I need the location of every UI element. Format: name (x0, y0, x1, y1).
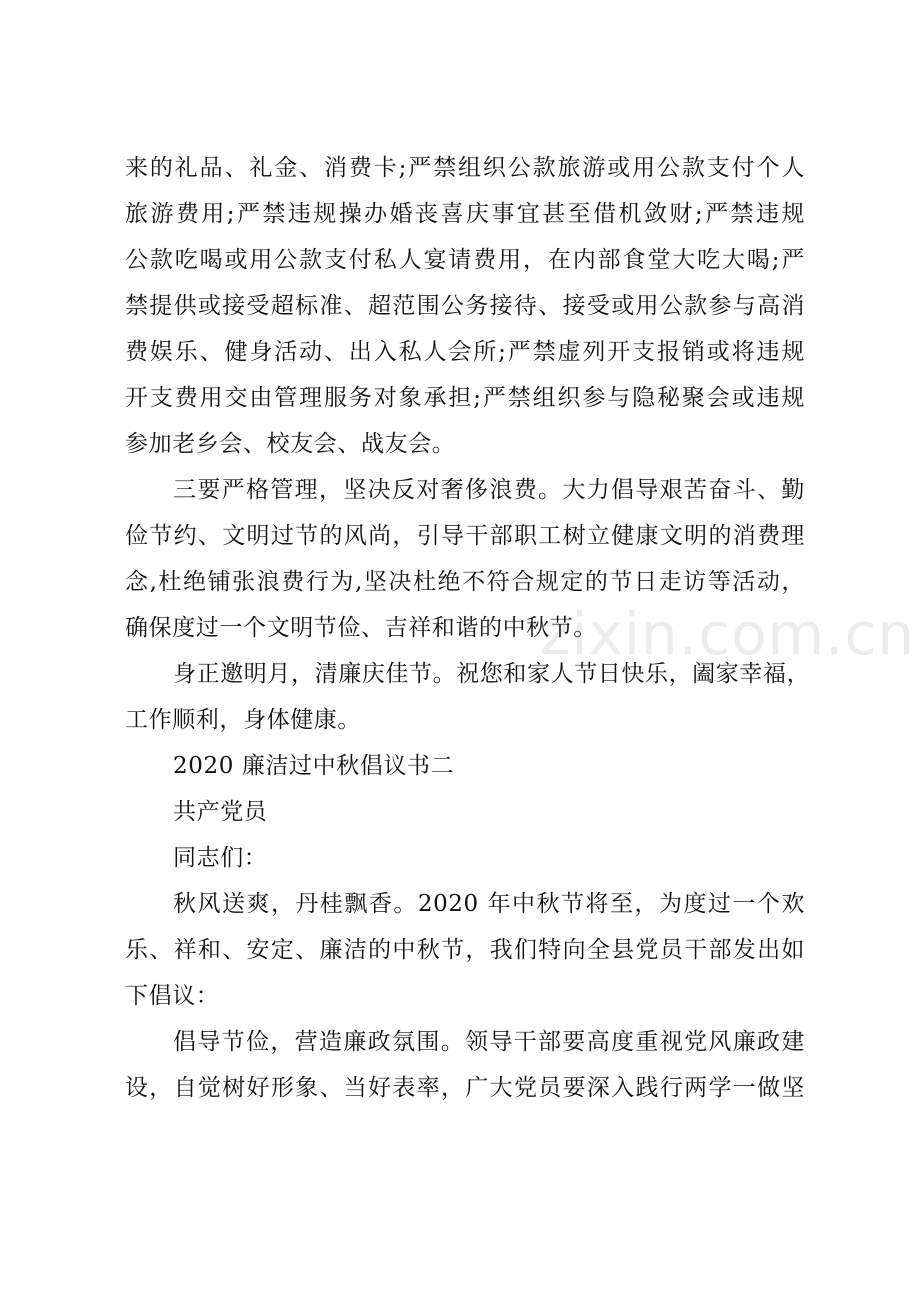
text-line: 工作顺利，身体健康。 (125, 707, 361, 733)
watermark-text: zixin.com.cn (540, 600, 916, 668)
text-line: 禁提供或接受超标准、超范围公务接待、接受或用公款参与高消 (125, 293, 805, 319)
text-line: 费娱乐、健身活动、出入私人会所;严禁虚列开支报销或将违规 (125, 339, 805, 365)
text-line: 旅游费用;严禁违规操办婚丧喜庆事宜甚至借机敛财;严禁违规 (125, 201, 805, 227)
text-line: 下倡议： (125, 983, 220, 1009)
text-line: 乐、祥和、安定、廉洁的中秋节，我们特向全县党员干部发出如 (125, 937, 805, 963)
text-line: 确保度过一个文明节俭、吉祥和谐的中秋节。 (125, 615, 597, 641)
text-line: 开支费用交由管理服务对象承担;严禁组织参与隐秘聚会或违规 (125, 385, 805, 411)
paragraph-first-line: 秋风送爽，丹桂飘香。2020 年中秋节将至，为度过一个欢 (173, 891, 805, 917)
addressee: 共产党员 (173, 799, 268, 825)
paragraph-first-line: 身正邀明月，清廉庆佳节。祝您和家人节日快乐，阖家幸福， (173, 661, 811, 687)
text-line: 俭节约、文明过节的风尚，引导干部职工树立健康文明的消费理 (125, 523, 805, 549)
section-title: 2020 廉洁过中秋倡议书二 (173, 753, 455, 779)
text-line: 公款吃喝或用公款支付私人宴请费用，在内部食堂大吃大喝;严 (125, 247, 805, 273)
salutation: 同志们： (173, 845, 268, 871)
text-line: 设，自觉树好形象、当好表率，广大党员要深入践行两学一做坚 (125, 1075, 805, 1101)
text-line: 来的礼品、礼金、消费卡;严禁组织公款旅游或用公款支付个人 (125, 155, 805, 181)
paragraph-first-line: 三要严格管理，坚决反对奢侈浪费。大力倡导艰苦奋斗、勤 (173, 477, 805, 503)
text-line: 念,杜绝铺张浪费行为,坚决杜绝不符合规定的节日走访等活动， (125, 569, 805, 595)
text-line: 参加老乡会、校友会、战友会。 (125, 431, 456, 457)
paragraph-first-line: 倡导节俭，营造廉政氛围。领导干部要高度重视党风廉政建 (173, 1029, 805, 1055)
document-body (125, 145, 811, 1111)
